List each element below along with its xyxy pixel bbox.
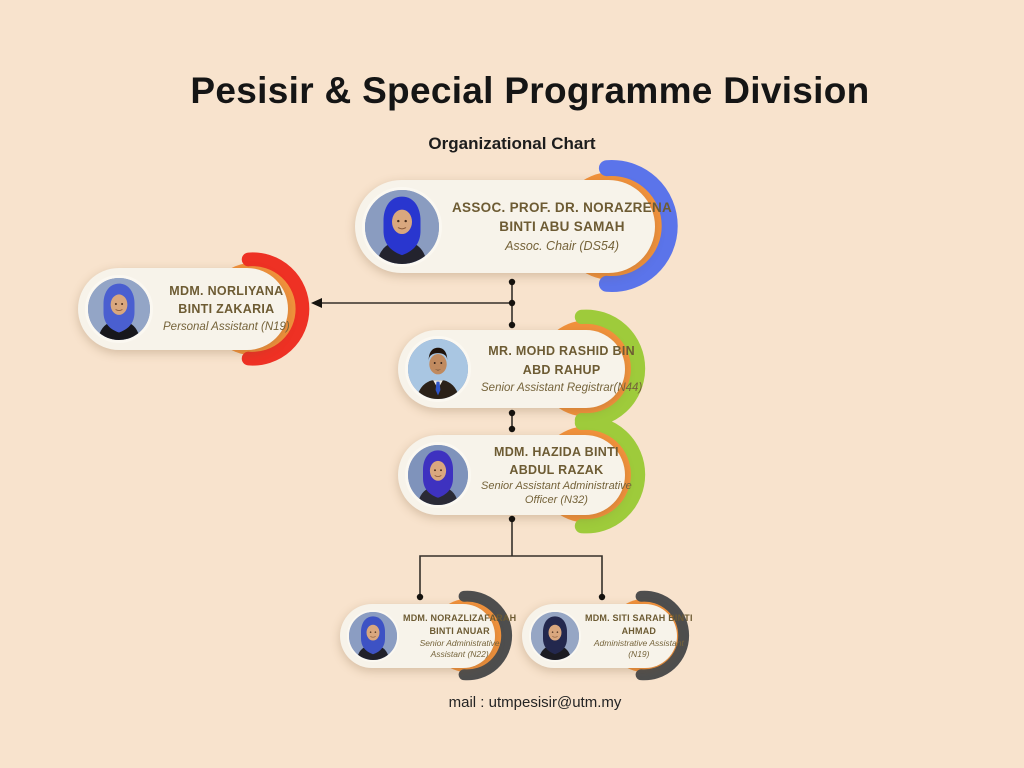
member-photo — [347, 610, 399, 662]
connector-dot — [509, 426, 515, 432]
member-photo — [405, 336, 471, 402]
member-name-line1: MDM. NORLIYANA — [169, 283, 284, 298]
woman-hijab-avatar-icon — [88, 278, 150, 340]
member-photo — [529, 610, 581, 662]
page-title: Pesisir & Special Programme Division — [190, 70, 870, 111]
woman-hijab-avatar-icon — [365, 190, 439, 264]
member-photo — [85, 275, 153, 343]
member-role: Administrative Assistant — [593, 638, 684, 648]
member-name-line2: BINTI ZAKARIA — [178, 302, 275, 317]
member-name-line2: BINTI ABU SAMAH — [499, 219, 625, 235]
connector-dot — [509, 322, 515, 328]
woman-hijab-avatar-icon — [408, 445, 468, 505]
member-role-line2: (N19) — [628, 649, 650, 660]
member-card — [398, 330, 643, 408]
man-suit-avatar-icon — [408, 339, 468, 399]
connector-dot — [509, 516, 515, 522]
member-role-line2: Officer (N32) — [524, 493, 588, 506]
member-photo — [405, 442, 471, 508]
member-card — [355, 180, 673, 273]
woman-hijab-avatar-icon — [531, 612, 579, 660]
connector-dot — [509, 300, 515, 306]
member-name-line1: MDM. HAZIDA BINTI — [494, 444, 619, 459]
member-name-line1: ASSOC. PROF. DR. NORAZRENA — [452, 199, 673, 215]
contact-email-text: mail : utmpesisir@utm.my — [448, 694, 622, 711]
member-name-line1: MR. MOHD RASHID BIN — [488, 343, 635, 358]
member-name-line2: ABD RAHUP — [522, 362, 601, 377]
connector-dot — [509, 279, 515, 285]
member-name-line2: AHMAD — [621, 625, 657, 636]
woman-hijab-avatar-icon — [349, 612, 397, 660]
member-role: Senior Assistant Registrar(N44) — [481, 382, 643, 395]
member-card — [522, 604, 693, 668]
member-card — [398, 435, 632, 515]
member-role: Senior Administrative — [419, 638, 500, 648]
page-subtitle: Organizational Chart — [428, 134, 596, 153]
member-role: Assoc. Chair (DS54) — [505, 238, 619, 253]
member-photo — [362, 187, 442, 267]
member-role: Personal Assistant (N19) — [163, 321, 290, 334]
member-role: Senior Assistant Administrative — [481, 480, 632, 492]
member-card — [78, 268, 288, 350]
member-card — [340, 604, 517, 668]
member-name-line1: MDM. NORAZLIZAFARAH — [403, 612, 517, 623]
connector-dot — [509, 410, 515, 416]
member-name-line2: BINTI ANUAR — [429, 625, 490, 636]
member-name-line2: ABDUL RAZAK — [509, 463, 604, 478]
member-role-line2: Assistant (N22) — [430, 649, 489, 660]
member-name-line1: MDM. SITI SARAH BINTI — [585, 612, 693, 623]
